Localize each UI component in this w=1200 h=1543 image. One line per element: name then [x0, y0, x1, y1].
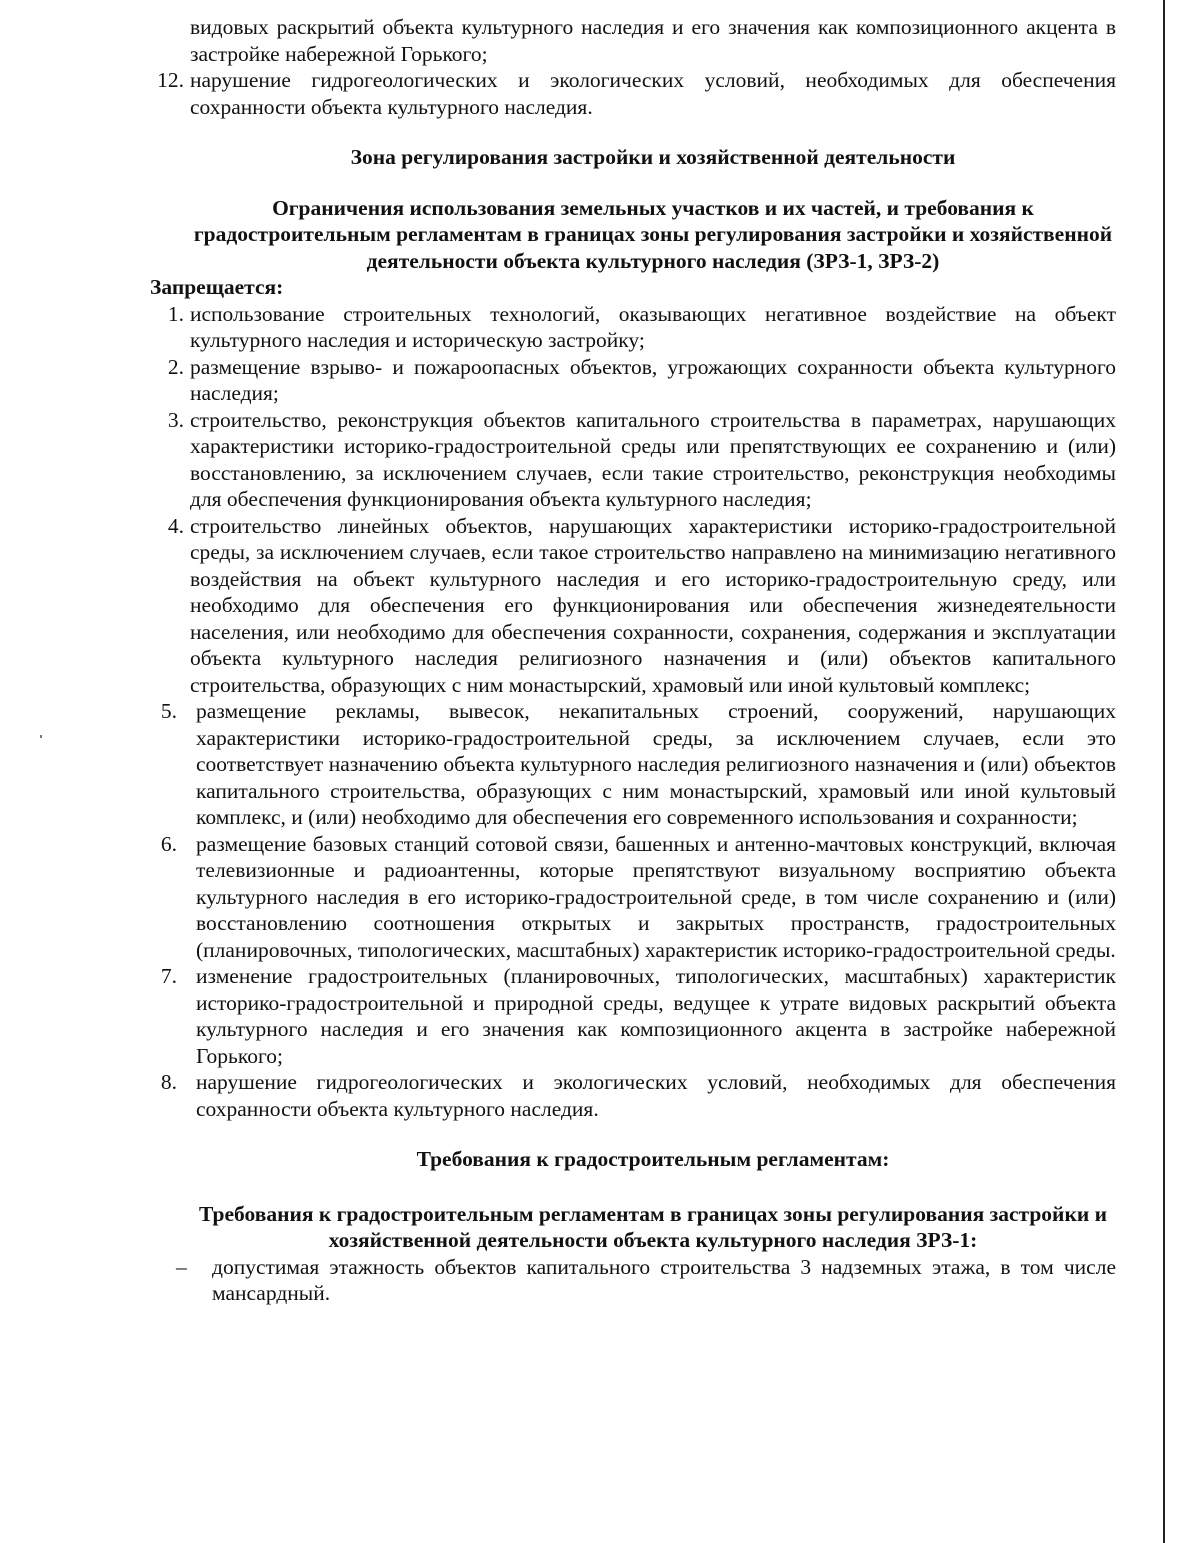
list-item-number: 3. — [167, 407, 184, 432]
document-body — [150, 14, 1116, 1307]
list-item — [150, 354, 1116, 407]
list-item-text: строительство линейных объектов, нарушающих характеристики историко-градостроительной среды, за исключением случаев, если такое строительство направлено на минимизацию негативного воздействия на объект культурного наследия и его историко-градостроительную среду, или необходимо для обеспечения его функционирования или обеспечения жизнедеятельности населения, или необходимо для обеспечения сохранности, сохранения, содержания и эксплуатации объекта культурного наследия религиозного назначения и (или) объектов капитального строительства, образующих с ним монастырский, храмовый или иной культовый комплекс; — [190, 513, 1116, 697]
list-item — [150, 301, 1116, 354]
list-item — [150, 1254, 1116, 1307]
list-item-text: допустимая этажность объектов капитального строительства 3 надземных этажа, в том числе мансардный. — [212, 1254, 1116, 1305]
list-item-number: 8. — [160, 1070, 177, 1094]
list-item-text: размещение взрыво- и пожароопасных объектов, угрожающих сохранности объекта культурного наследия; — [190, 354, 1116, 405]
scan-speck — [40, 735, 42, 738]
list-item-number: 1. — [167, 301, 184, 326]
list-item-text: строительство, реконструкция объектов капитального строительства в параметрах, нарушающих характеристики историко-градостроительной среды или препятствующих ее сохранению и (или) восстановлению, за исключением случаев, если такие строительство, реконструкция необходимы для обеспечения функционирования объекта культурного наследия; — [190, 407, 1116, 511]
list-item-number: 12. — [157, 68, 184, 92]
list-item-text: размещение рекламы, вывесок, некапитальных строений, сооружений, нарушающих характеристики историко-градостроительной среды, за исключением случаев, если это соответствует назначению объекта культурного наследия религиозного назначения и (или) объектов капитального строительства, образующих с ним монастырский, храмовый или иной культовый комплекс, и (или) необходимо для обеспечения его современного использования и сохранности; — [196, 699, 1116, 829]
list-item — [150, 67, 1116, 120]
list-item — [150, 1069, 1116, 1122]
requirements-zrz1-heading: Требования к градостроительным регламентам в границах зоны регулирования застройки и хозяйственной деятельности объекта культурного наследия ЗРЗ-1: — [199, 1201, 1107, 1252]
restrictions-heading: Ограничения использования земельных участков и их частей, и требования к градостроительным регламентам в границах зоны регулирования застройки и хозяйственной деятельности объекта культурного наследия (ЗРЗ-1, ЗРЗ-2) — [193, 195, 1113, 273]
list-item-text: нарушение гидрогеологических и экологических условий, необходимых для обеспечения сохранности объекта культурного наследия. — [190, 68, 1116, 119]
list-item-number: 6. — [160, 831, 177, 856]
list-item-text: видовых раскрытий объекта культурного наследия и его значения как композиционного акцента в застройке набережной Горького; — [190, 15, 1116, 66]
scan-border-line — [1163, 0, 1165, 1543]
prohibited-label: Запрещается: — [150, 275, 284, 299]
list-item-text: использование строительных технологий, оказывающих негативное воздействие на объект культурного наследия и историческую застройку; — [190, 301, 1116, 352]
list-item-text: изменение градостроительных (планировочных, типологических, масштабных) характеристик историко-градостроительной и природной среды, ведущее к утрате видовых раскрытий объекта культурного наследия и его значения как композиционного акцента в застройке набережной Горького; — [196, 964, 1116, 1068]
list-item-text: размещение базовых станций сотовой связи, башенных и антенно-мачтовых конструкций, включая телевизионные и радиоантенны, которые препятствуют визуальному восприятию объекта культурного наследия в его историко-градостроительной среде, в том числе сохранению и (или) восстановлению соотношения открытых и закрытых пространств, градостроительных (планировочных, типологических, масштабных) характеристик историко-градостроительной среды. — [196, 831, 1116, 962]
list-item — [150, 698, 1116, 831]
requirements-heading: Требования к градостроительным регламентам: — [416, 1147, 890, 1171]
list-item — [150, 14, 1116, 67]
list-item — [150, 407, 1116, 513]
list-item-number: 7. — [160, 964, 177, 988]
list-item-text: нарушение гидрогеологических и экологических условий, необходимых для обеспечения сохранности объекта культурного наследия. — [196, 1070, 1116, 1121]
dash-bullet: – — [176, 1254, 187, 1279]
list-item — [150, 831, 1116, 964]
zone-heading: Зона регулирования застройки и хозяйственной деятельности — [350, 145, 956, 169]
list-item-number: 2. — [167, 354, 184, 379]
list-item — [150, 963, 1116, 1069]
prohibited-list-continued — [150, 698, 1116, 1122]
intro-list — [150, 14, 1116, 120]
requirements-list — [150, 1254, 1116, 1307]
list-item — [150, 513, 1116, 699]
list-item-number: 4. — [167, 513, 184, 538]
prohibited-list — [150, 301, 1116, 699]
list-item-number: 5. — [160, 699, 177, 723]
